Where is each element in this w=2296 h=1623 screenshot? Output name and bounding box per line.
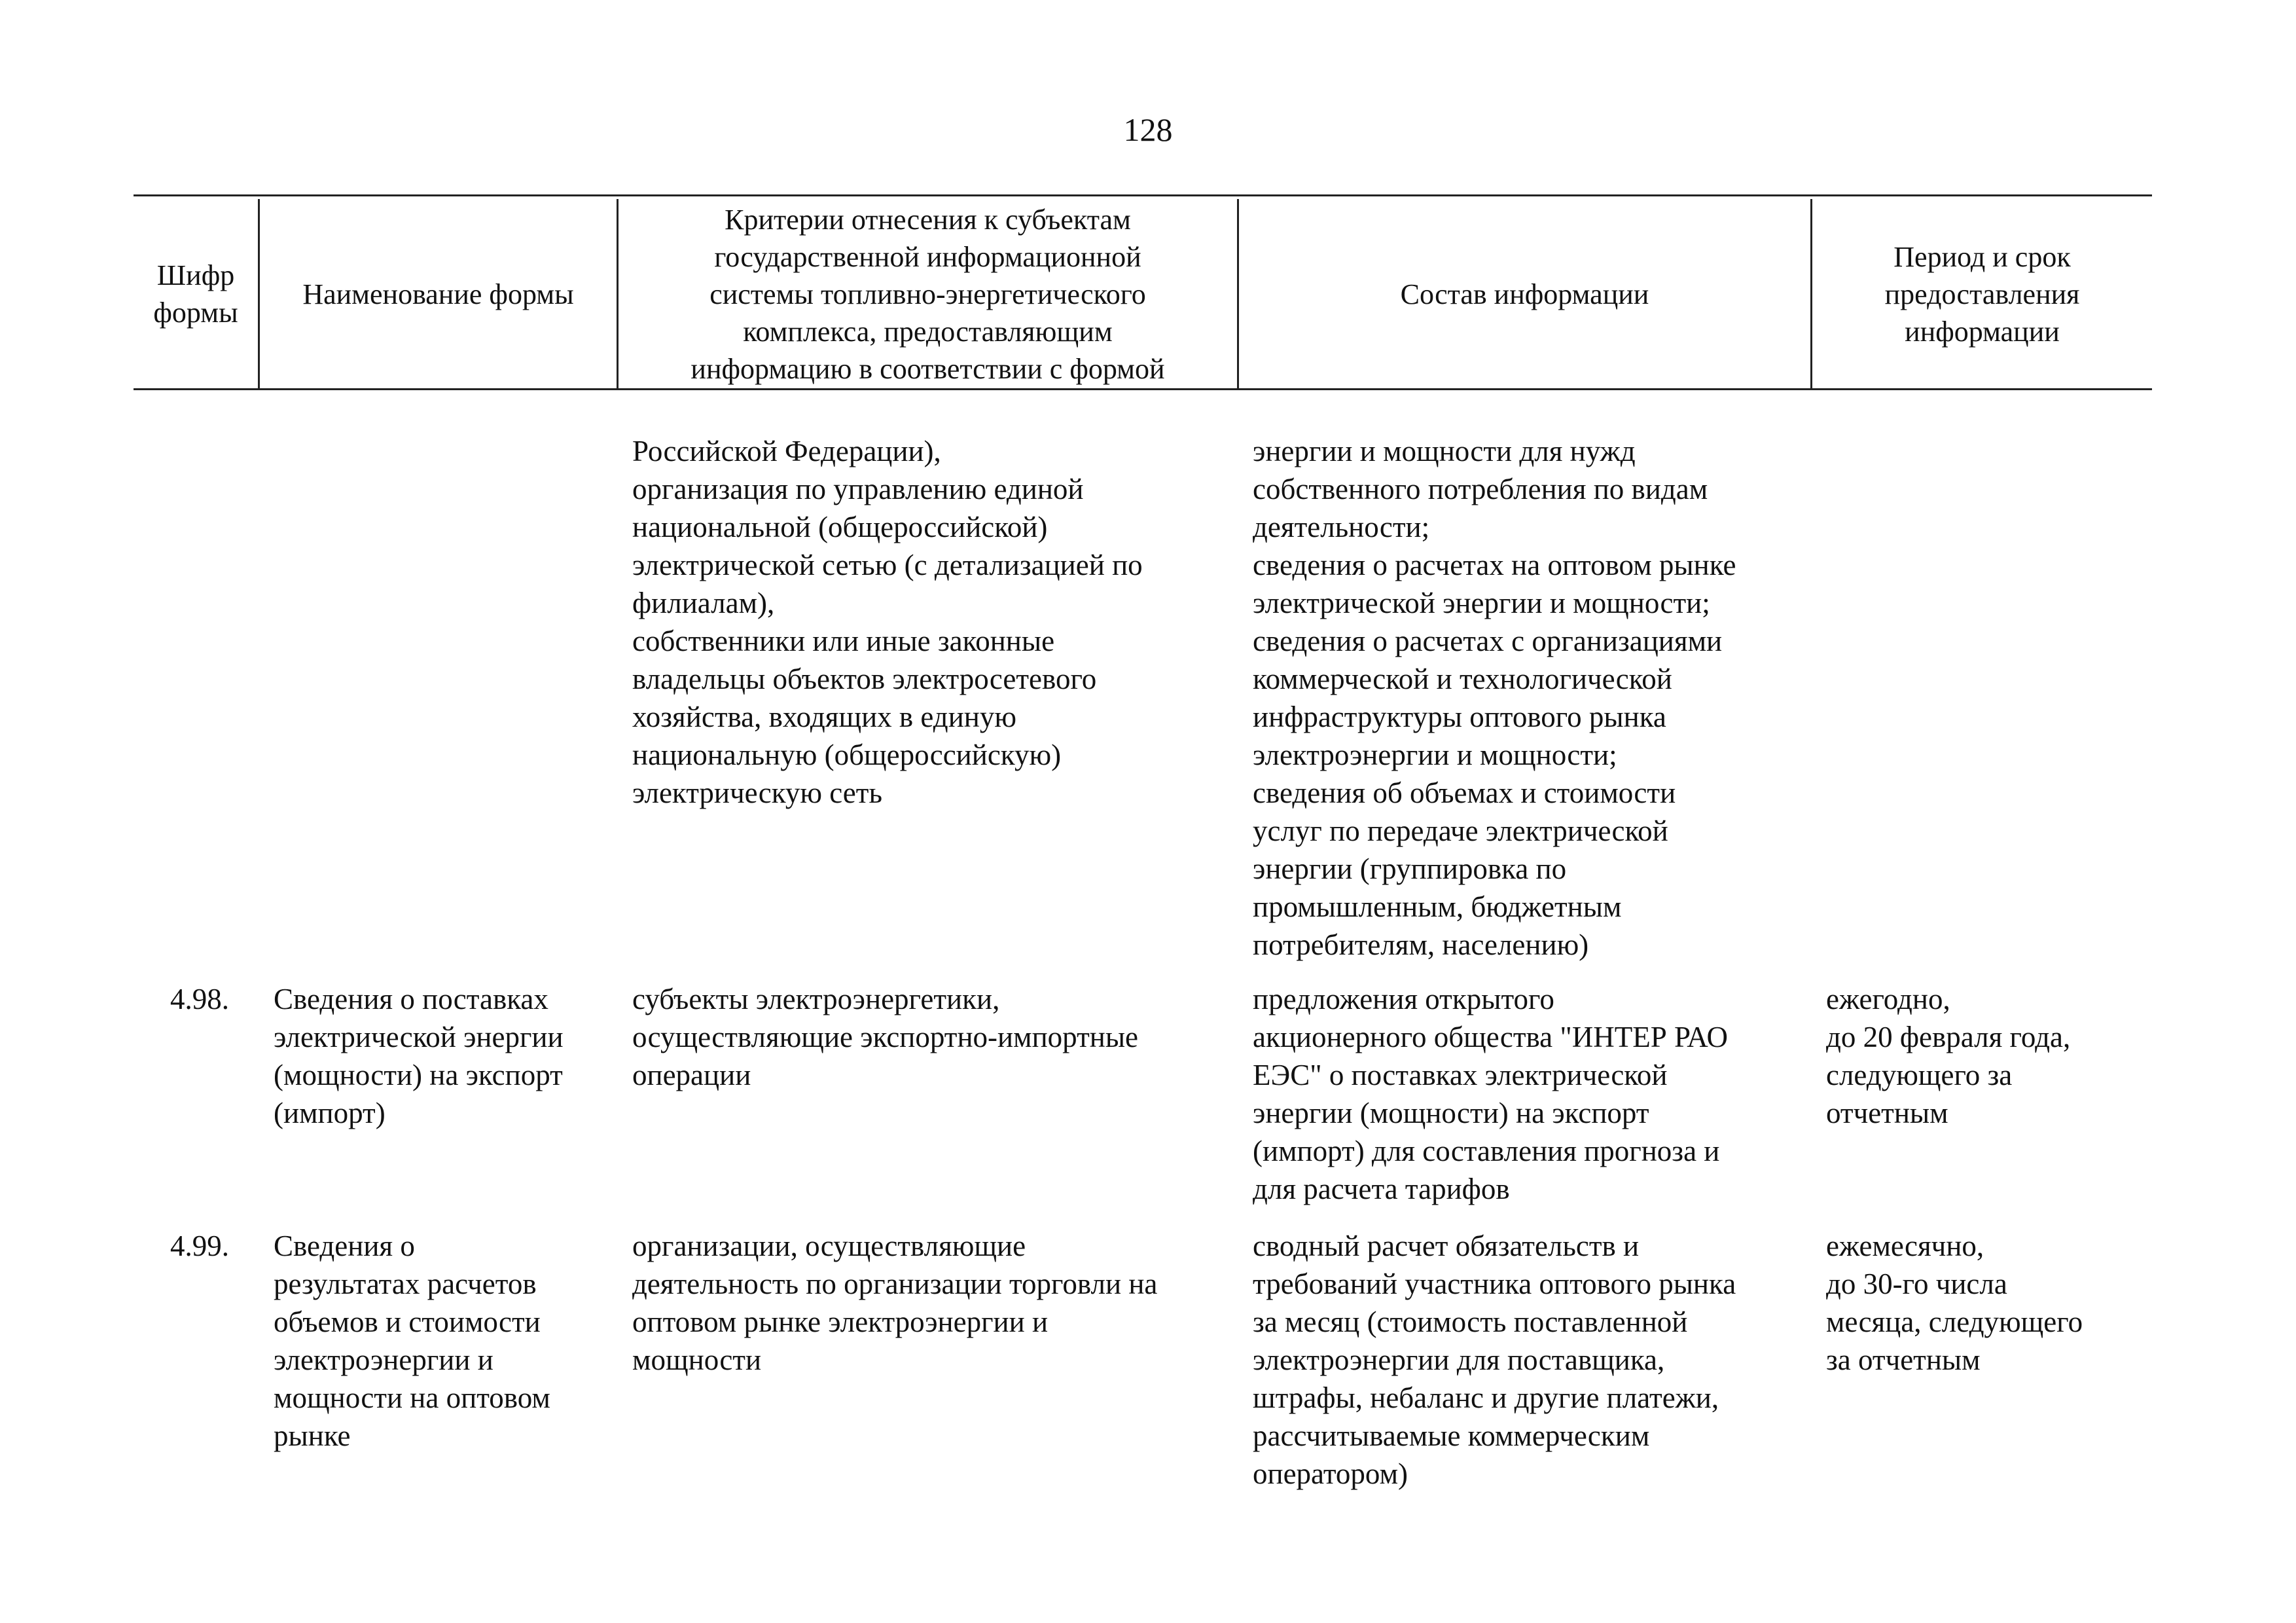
header-period-label: Период и срок предоставления информации — [1884, 240, 2080, 348]
header-criteria-label: Критерии отнесения к субъектам государственной информационной системы топливно-энергетического комплекса, предоставляющим информацию в соответствии с формой — [691, 203, 1165, 385]
row-1-criteria: субъекты электроэнергетики, осуществляющие экспортно-импортные операции — [632, 983, 1139, 1091]
header-content-label: Состав информации — [1400, 278, 1649, 310]
row-1-period: ежегодно, до 20 февраля года, следующего за отчетным — [1826, 983, 2071, 1129]
row-1-name: Сведения о поставках электрической энергии (мощности) на экспорт (импорт) — [274, 983, 564, 1129]
header-name — [260, 199, 617, 389]
row-2-criteria: организации, осуществляющие деятельность по организации торговли на оптовом рынке электроэнергии и мощности — [632, 1230, 1158, 1376]
header-name-label: Наименование формы — [302, 278, 574, 310]
page-number: 128 — [1123, 111, 1173, 148]
row-1-content: предложения открытого акционерного общества "ИНТЕР РАО ЕЭС" о поставках электрической энергии (мощности) на экспорт (импорт) для составления прогноза и для расчета тарифов — [1253, 983, 1729, 1205]
row-0-content: энергии и мощности для нужд собственного потребления по видам деятельности; сведения о расчетах на оптовом рынке электрической энергии и мощности; сведения о расчетах с организациями коммерческой и технологической инфраструктуры оптового рынка электроэнергии и мощности; сведения об объемах и стоимости услуг по передаче электрической энергии (группировка по промышленным, бюджетным потребителям, населению) — [1253, 435, 1736, 961]
header-code-label: Шифр формы — [153, 259, 238, 329]
row-2-name: Сведения о результатах расчетов объемов и стоимости электроэнергии и мощности на оптовом рынке — [274, 1230, 550, 1452]
row-2-period: ежемесячно, до 30-го числа месяца, следующего за отчетным — [1826, 1230, 2083, 1376]
header-criteria — [619, 199, 1237, 389]
header-code — [134, 199, 258, 389]
row-0-criteria: Российской Федерации), организация по управлению единой национальной (общероссийской) электрической сетью (с детализацией по филиалам), собственники или иные законные владельцы объектов электросетевого хозяйства, входящих в единую национальную (общероссийскую) электрическую сеть — [632, 435, 1143, 809]
header-period — [1812, 199, 2152, 389]
header-content — [1239, 199, 1810, 389]
row-2-code: 4.99. — [170, 1230, 229, 1262]
row-2-content: сводный расчет обязательств и требований участника оптового рынка за месяц (стоимость поставленной электроэнергии для поставщика, штрафы, небаланс и другие платежи, рассчитываемые коммерческим оператором) — [1253, 1230, 1736, 1490]
row-1-code: 4.98. — [170, 983, 229, 1015]
table-top-border — [134, 194, 2152, 196]
